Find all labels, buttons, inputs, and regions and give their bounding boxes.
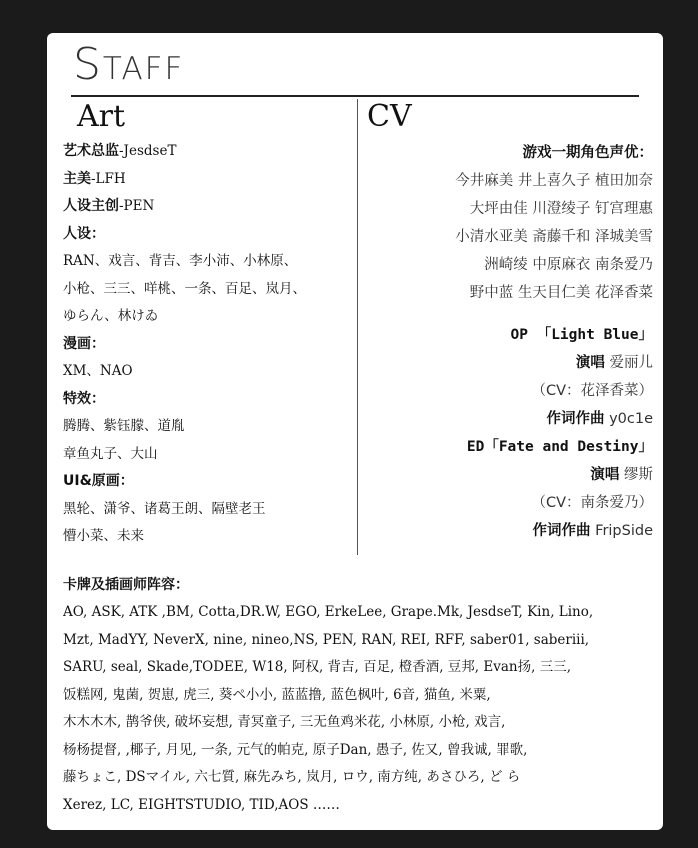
- art-credit-line: [63, 358, 353, 386]
- art-credit-line: [63, 523, 353, 551]
- cv-actor-line: 野中蓝 生天目仁美 花泽香菜: [469, 285, 653, 301]
- illustrator-line: AO, ASK, ATK ,BM, Cotta,DR.W, EGO, ErkeLee, Grape.Mk, JesdseT, Kin, Lino,: [63, 604, 594, 620]
- op-composer-name: y0c1e: [609, 411, 653, 427]
- ed-cv-note: （CV：南条爱乃）: [531, 495, 653, 511]
- art-credit-names: XM、NAO: [63, 363, 133, 379]
- ed-singer-label: 演唱: [590, 467, 620, 483]
- illustrator-line: 饭糕网, 鬼菌, 贺崽, 虎三, 葵ペ小小, 蓝蓝撸, 蓝色枫叶, 6音, 猫鱼, 米粟,: [63, 686, 491, 703]
- ed-singer-name: 缪斯: [624, 467, 653, 483]
- art-credit-names: -LFH: [91, 170, 126, 187]
- art-credit-role: 主美: [63, 170, 91, 187]
- cv-actor-line: 大坪由佳 川澄绫子 钉宫理惠: [469, 201, 653, 217]
- cv-actor-line: 小清水亚美 斋藤千和 泽城美雪: [455, 229, 653, 245]
- art-credit-line: [63, 138, 353, 166]
- art-credit-role: 漫画：: [63, 335, 105, 352]
- art-credit-line: [63, 303, 353, 331]
- art-credit-names: ゆらん、林けゐ: [63, 308, 159, 324]
- illustrator-line: SARU, seal, Skade,TODEE, W18, 阿权, 背吉, 百足, 橙香酒, 豆邦, Evan扬, 三三,: [63, 659, 571, 675]
- column-divider: [357, 99, 358, 555]
- art-credit-role: 人设主创: [63, 198, 119, 214]
- art-credit-names: 章鱼丸子、大山: [63, 445, 158, 462]
- cv-actor-line: 今井麻美 井上喜久子 植田加奈: [455, 173, 653, 189]
- art-credit-names: 小枪、三三、咩桃、一条、百足、岚月、: [63, 280, 306, 297]
- op-singer: [363, 349, 653, 377]
- illustrator-line: Xerez, LC, EIGHTSTUDIO, TID,AOS ……: [63, 796, 340, 813]
- cv-actor-line: 洲崎绫 中原麻衣 南条爱乃: [484, 257, 653, 273]
- art-credit-names: -PEN: [119, 198, 155, 214]
- ed-composer-name: FripSide: [595, 523, 653, 539]
- op-singer-name: 爱丽儿: [609, 355, 653, 371]
- art-credit-names: 腾腾、紫钰朦、道胤: [63, 418, 185, 434]
- title-underline: [71, 95, 639, 97]
- illustrator-line: 木木木木, 鹊爷侠, 破坏妄想, 青冥童子, 三无鱼鸡米花, 小林原, 小枪, 戏言,: [63, 714, 506, 730]
- art-credit-role: 艺术总监: [63, 143, 119, 159]
- art-credit-line: [63, 248, 353, 276]
- cv-credits: [363, 139, 653, 545]
- art-credit-line: [63, 468, 353, 496]
- art-credits: [63, 138, 353, 551]
- art-credit-line: [63, 331, 353, 359]
- op-cv-note: （CV：花泽香菜）: [531, 383, 653, 399]
- art-credit-names: RAN、戏言、背吉、李小沛、小林原、: [63, 253, 298, 269]
- art-credit-line: [63, 386, 353, 414]
- art-credit-line: [63, 276, 353, 304]
- op-song-title: OP 「Light Blue」: [510, 327, 653, 343]
- art-heading: Art: [77, 99, 126, 134]
- staff-card: [47, 33, 663, 830]
- cv-heading: CV: [367, 99, 412, 134]
- illustrator-line: 杨杨提督, ,椰子, 月见, 一条, 元气的帕克, 原子Dan, 愚子, 佐又, 曾我诚, 罪歌,: [63, 741, 528, 758]
- art-credit-role: 人设：: [63, 225, 105, 242]
- ed-singer: [363, 461, 653, 489]
- op-composer: [363, 405, 653, 433]
- art-credit-line: [63, 193, 353, 221]
- illustrator-line: 藤ちょこ, DSマイル, 六七質, 麻先みち, 岚月, ロウ, 南方纯, あさひろ, ど ら: [63, 769, 521, 785]
- art-credit-line: [63, 441, 353, 469]
- ed-composer-label: 作词作曲: [532, 523, 591, 539]
- ed-composer: [363, 517, 653, 545]
- op-composer-label: 作词作曲: [546, 411, 605, 427]
- art-credit-line: [63, 413, 353, 441]
- op-singer-label: 演唱: [575, 355, 605, 371]
- art-credit-role: 特效：: [63, 390, 105, 407]
- art-credit-line: [63, 166, 353, 194]
- art-credit-role: UI&原画：: [63, 473, 134, 489]
- art-credit-names: 懵小菜、未来: [63, 528, 144, 544]
- illustrators-heading: 卡牌及插画师阵容：: [63, 577, 189, 593]
- page-title: Staff: [73, 39, 185, 90]
- art-credit-line: [63, 221, 353, 249]
- art-credit-line: [63, 496, 353, 524]
- illustrator-line: Mzt, MadYY, NeverX, nine, nineo,NS, PEN, RAN, REI, RFF, saber01, saberiii,: [63, 631, 590, 648]
- art-credit-names: 黑轮、潇爷、诸葛王朗、隔壁老王: [63, 500, 266, 517]
- illustrator-credits: [63, 571, 653, 819]
- ed-song-title: ED「Fate and Destiny」: [466, 439, 653, 455]
- cv-section-title: 游戏一期角色声优：: [522, 145, 653, 161]
- art-credit-names: -JesdseT: [119, 143, 177, 159]
